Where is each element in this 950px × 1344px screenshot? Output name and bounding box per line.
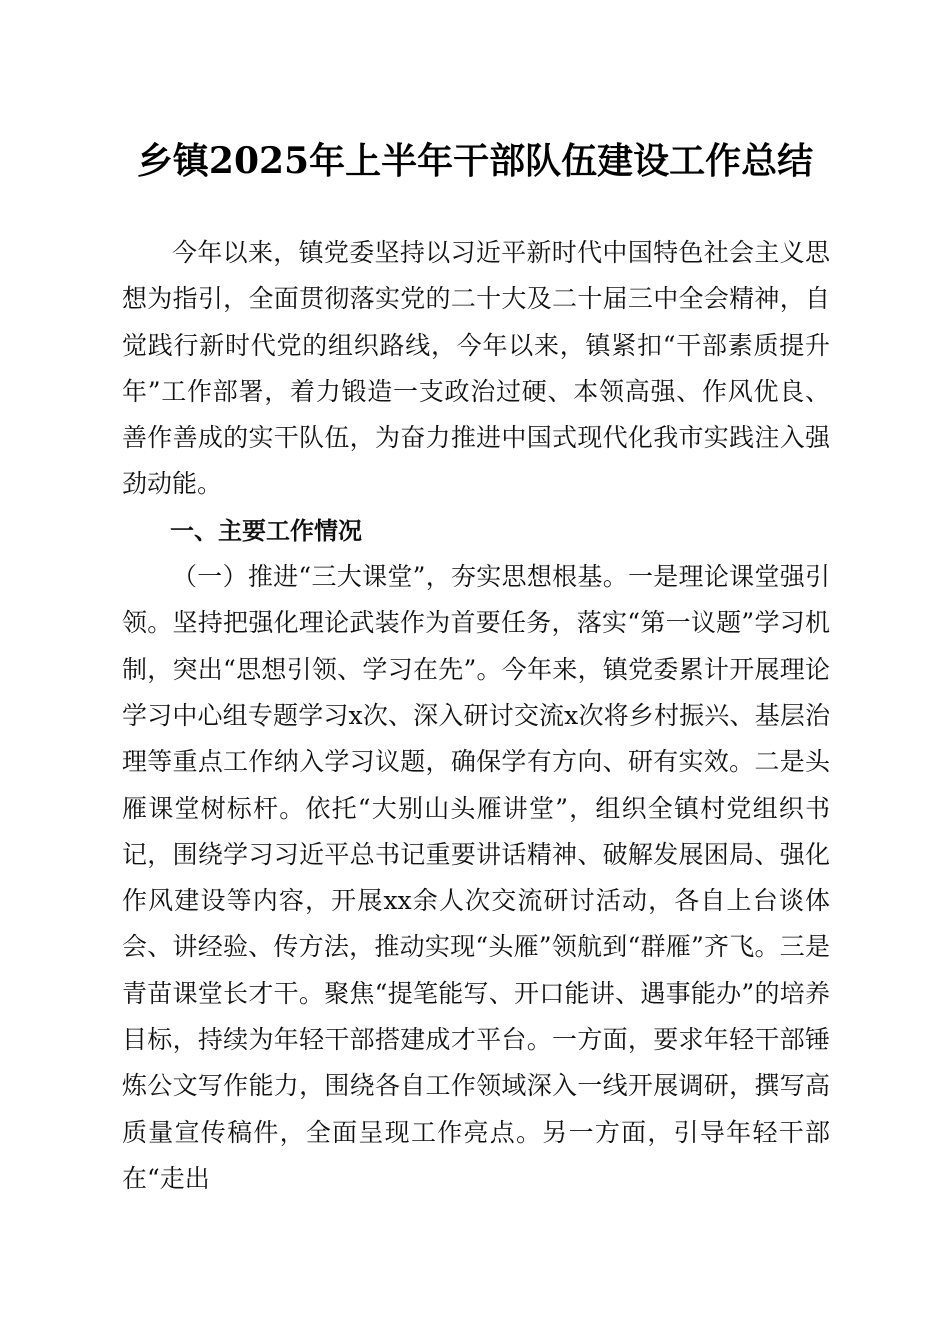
section1-paragraph: （一）推进“三大课堂”，夯实思想根基。一是理论课堂强引领。坚持把强化理论武装作为首要任务，落实“第一议题”学习机制，突出“思想引领、学习在先”。今年来，镇党委累计开展理论学习中心组专题学习x次、深入研讨交流x次将乡村振兴、基层治理等重点工作纳入学习议题，确保学有方向、研有实效。二是头雁课堂树标杆。依托“大别山头雁讲堂”，组织全镇村党组织书记，围绕学习习近平总书记重要讲话精神、破解发展困局、强化作风建设等内容，开展xx余人次交流研讨活动，各自上台谈体会、讲经验、传方法，推动实现“头雁”领航到“群雁”齐飞。三是青苗课堂长才干。聚焦“提笔能写、开口能讲、遇事能办”的培养目标，持续为年轻干部搭建成才平台。一方面，要求年轻干部锤炼公文写作能力，围绕各自工作领域深入一线开展调研，撰写高质量宣传稿件，全面呈现工作亮点。另一方面，引导年轻干部在“走出: [122, 562, 830, 1193]
section-heading: 一、主要工作情况: [170, 516, 362, 545]
document-body: [122, 230, 830, 1202]
intro-paragraph: 今年以来，镇党委坚持以习近平新时代中国特色社会主义思想为指引，全面贯彻落实党的二十大及二十届三中全会精神，自觉践行新时代党的组织路线，今年以来，镇紧扣“干部素质提升年”工作部署，着力锻造一支政治过硬、本领高强、作风优良、善作善成的实干队伍，为奋力推进中国式现代化我市实践注入强劲动能。: [122, 238, 830, 499]
document-title: 乡镇2025年上半年干部队伍建设工作总结: [136, 140, 814, 182]
